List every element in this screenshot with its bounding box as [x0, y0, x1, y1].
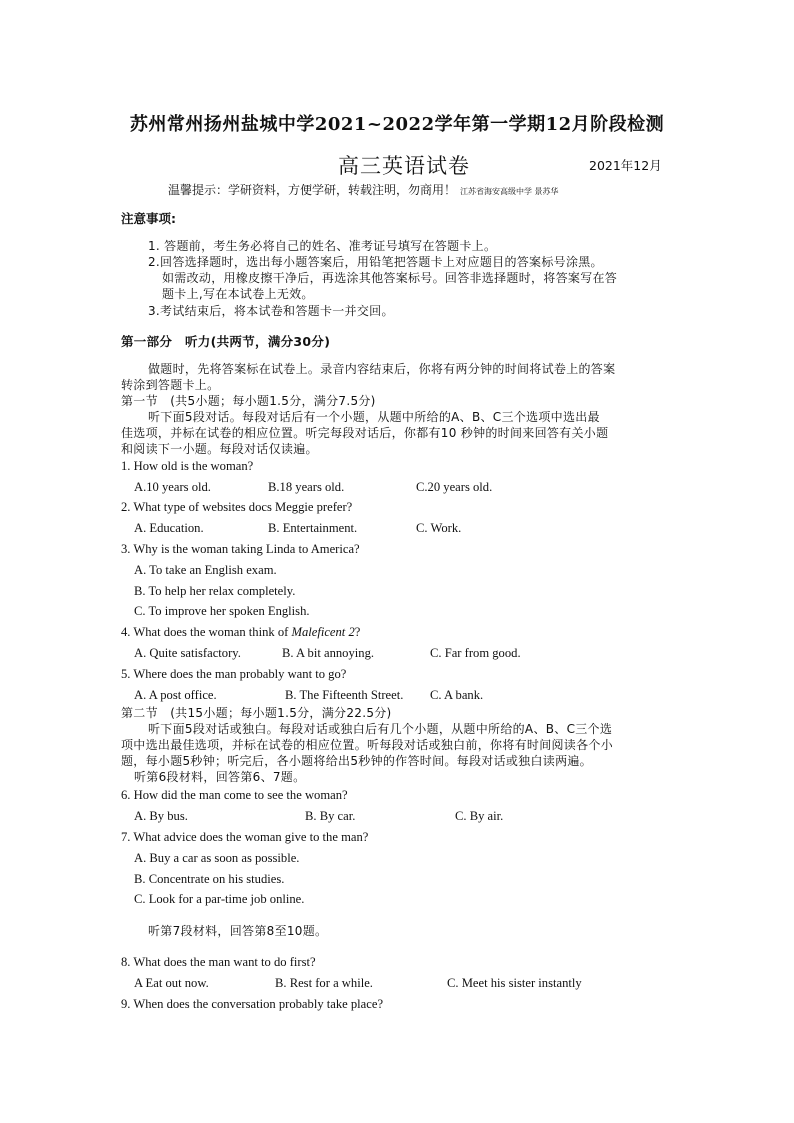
question-8-option-c: C. Meet his sister instantly — [447, 976, 582, 990]
question-3-option-a: A. To take an English exam. — [134, 563, 277, 577]
school-title: 苏州常州扬州盐城中学2021~2022学年第一学期12月阶段检测 — [129, 114, 665, 135]
question-2-option-a: A. Education. — [134, 521, 204, 535]
section1-instr-3: 和阅读下一小题。每段对话仅读遍。 — [121, 442, 318, 456]
question-5-option-b: B. The Fifteenth Street. — [285, 688, 404, 702]
section2-instr-3: 题，每小题5秒钟；听完后，各小题将给出5秒钟的作答时间。每段对话或独白读两遍。 — [121, 754, 592, 768]
reminder-text: 温馨提示：学研资料，方便学研，转载注明，勿商用！ — [168, 183, 457, 197]
section2-heading: 第二节 (共15小题；每小题1.5分，满分22.5分) — [121, 706, 392, 720]
exam-date: 2021年12月 — [589, 158, 662, 173]
material-6-note: 听第6段材料，回答第6、7题。 — [134, 770, 306, 784]
notice-line-4: 题卡上,写在本试卷上无效。 — [162, 287, 314, 301]
question-3-stem: 3. Why is the woman taking Linda to America? — [121, 542, 360, 556]
question-2-option-c: C. Work. — [416, 521, 462, 535]
question-4-option-a: A. Quite satisfactory. — [134, 646, 241, 660]
part1-intro-1: 做题时，先将答案标在试卷上。录音内容结束后，你将有两分钟的时间将试卷上的答案 — [148, 362, 616, 376]
question-7-stem: 7. What advice does the woman give to the man? — [121, 830, 369, 844]
reminder-line — [168, 181, 559, 198]
question-6-option-b: B. By car. — [305, 809, 356, 823]
section1-heading: 第一节 (共5小题；每小题1.5分，满分7.5分) — [121, 394, 376, 408]
notice-line-3: 如需改动，用橡皮擦干净后，再选涂其他答案标号。回答非选择题时，将答案写在答 — [162, 271, 618, 285]
question-4-stem-text: 4. What does the woman think of — [121, 625, 292, 639]
question-1-option-a: A.10 years old. — [134, 480, 211, 494]
question-7-option-c: C. Look for a par-time job online. — [134, 892, 305, 906]
question-4-film-title: Maleficent 2 — [291, 625, 355, 639]
section2-instr-1: 听下面5段对话或独白。每段对话或独白后有几个小题，从题中所给的A、B、C三个选 — [148, 722, 613, 736]
question-6-option-c: C. By air. — [455, 809, 504, 823]
question-4-stem — [121, 626, 360, 639]
question-2-option-b: B. Entertainment. — [268, 521, 358, 535]
question-1-option-b: B.18 years old. — [268, 480, 345, 494]
notice-line-2: 2.回答选择题时，选出每小题答案后，用铅笔把答题卡上对应题目的答案标号涂黑。 — [148, 255, 603, 269]
notice-line-1: 1. 答题前，考生务必将自己的姓名、准考证号填写在答题卡上。 — [148, 239, 497, 253]
question-4-option-c: C. Far from good. — [430, 646, 521, 660]
question-8-stem: 8. What does the man want to do first? — [121, 955, 316, 969]
question-8-option-a: A Eat out now. — [134, 976, 209, 990]
part1-heading: 第一部分 听力(共两节，满分30分) — [121, 334, 331, 349]
question-3-option-c: C. To improve her spoken English. — [134, 604, 310, 618]
question-6-stem: 6. How did the man come to see the woman? — [121, 788, 348, 802]
question-4-stem-end: ? — [354, 625, 361, 639]
question-5-option-a: A. A post office. — [134, 688, 217, 702]
question-8-option-b: B. Rest for a while. — [275, 976, 373, 990]
part1-intro-2: 转涂到答题卡上。 — [121, 378, 220, 392]
question-7-option-a: A. Buy a car as soon as possible. — [134, 851, 300, 865]
section1-instr-2: 佳选项，并标在试卷的相应位置。听完每段对话后，你都有10 秒钟的时间来回答有关小题 — [121, 426, 609, 440]
question-2-stem: 2. What type of websites docs Meggie prefer? — [121, 500, 353, 514]
notice-line-5: 3.考试结束后，将本试卷和答题卡一并交回。 — [148, 304, 394, 318]
reminder-signature: 江苏省海安高级中学 景苏华 — [460, 187, 559, 196]
question-1-option-c: C.20 years old. — [416, 480, 493, 494]
question-4-option-b: B. A bit annoying. — [282, 646, 375, 660]
question-5-option-c: C. A bank. — [430, 688, 484, 702]
question-5-stem: 5. Where does the man probably want to go? — [121, 667, 347, 681]
exam-title: 高三英语试卷 — [338, 154, 470, 178]
notice-heading: 注意事项: — [121, 211, 176, 226]
question-6-option-a: A. By bus. — [134, 809, 188, 823]
question-7-option-b: B. Concentrate on his studies. — [134, 872, 285, 886]
question-3-option-b: B. To help her relax completely. — [134, 584, 296, 598]
question-1-stem: 1. How old is the woman? — [121, 459, 254, 473]
question-9-stem: 9. When does the conversation probably take place? — [121, 997, 384, 1011]
section2-instr-2: 项中选出最佳选项，并标在试卷的相应位置。听每段对话或独白前，你将有时间阅读各个小 — [121, 738, 614, 752]
material-7-note: 听第7段材料，回答第8至10题。 — [148, 924, 328, 938]
section1-instr-1: 听下面5段对话。每段对话后有一个小题，从题中所给的A、B、C三个选项中选出最 — [148, 410, 600, 424]
